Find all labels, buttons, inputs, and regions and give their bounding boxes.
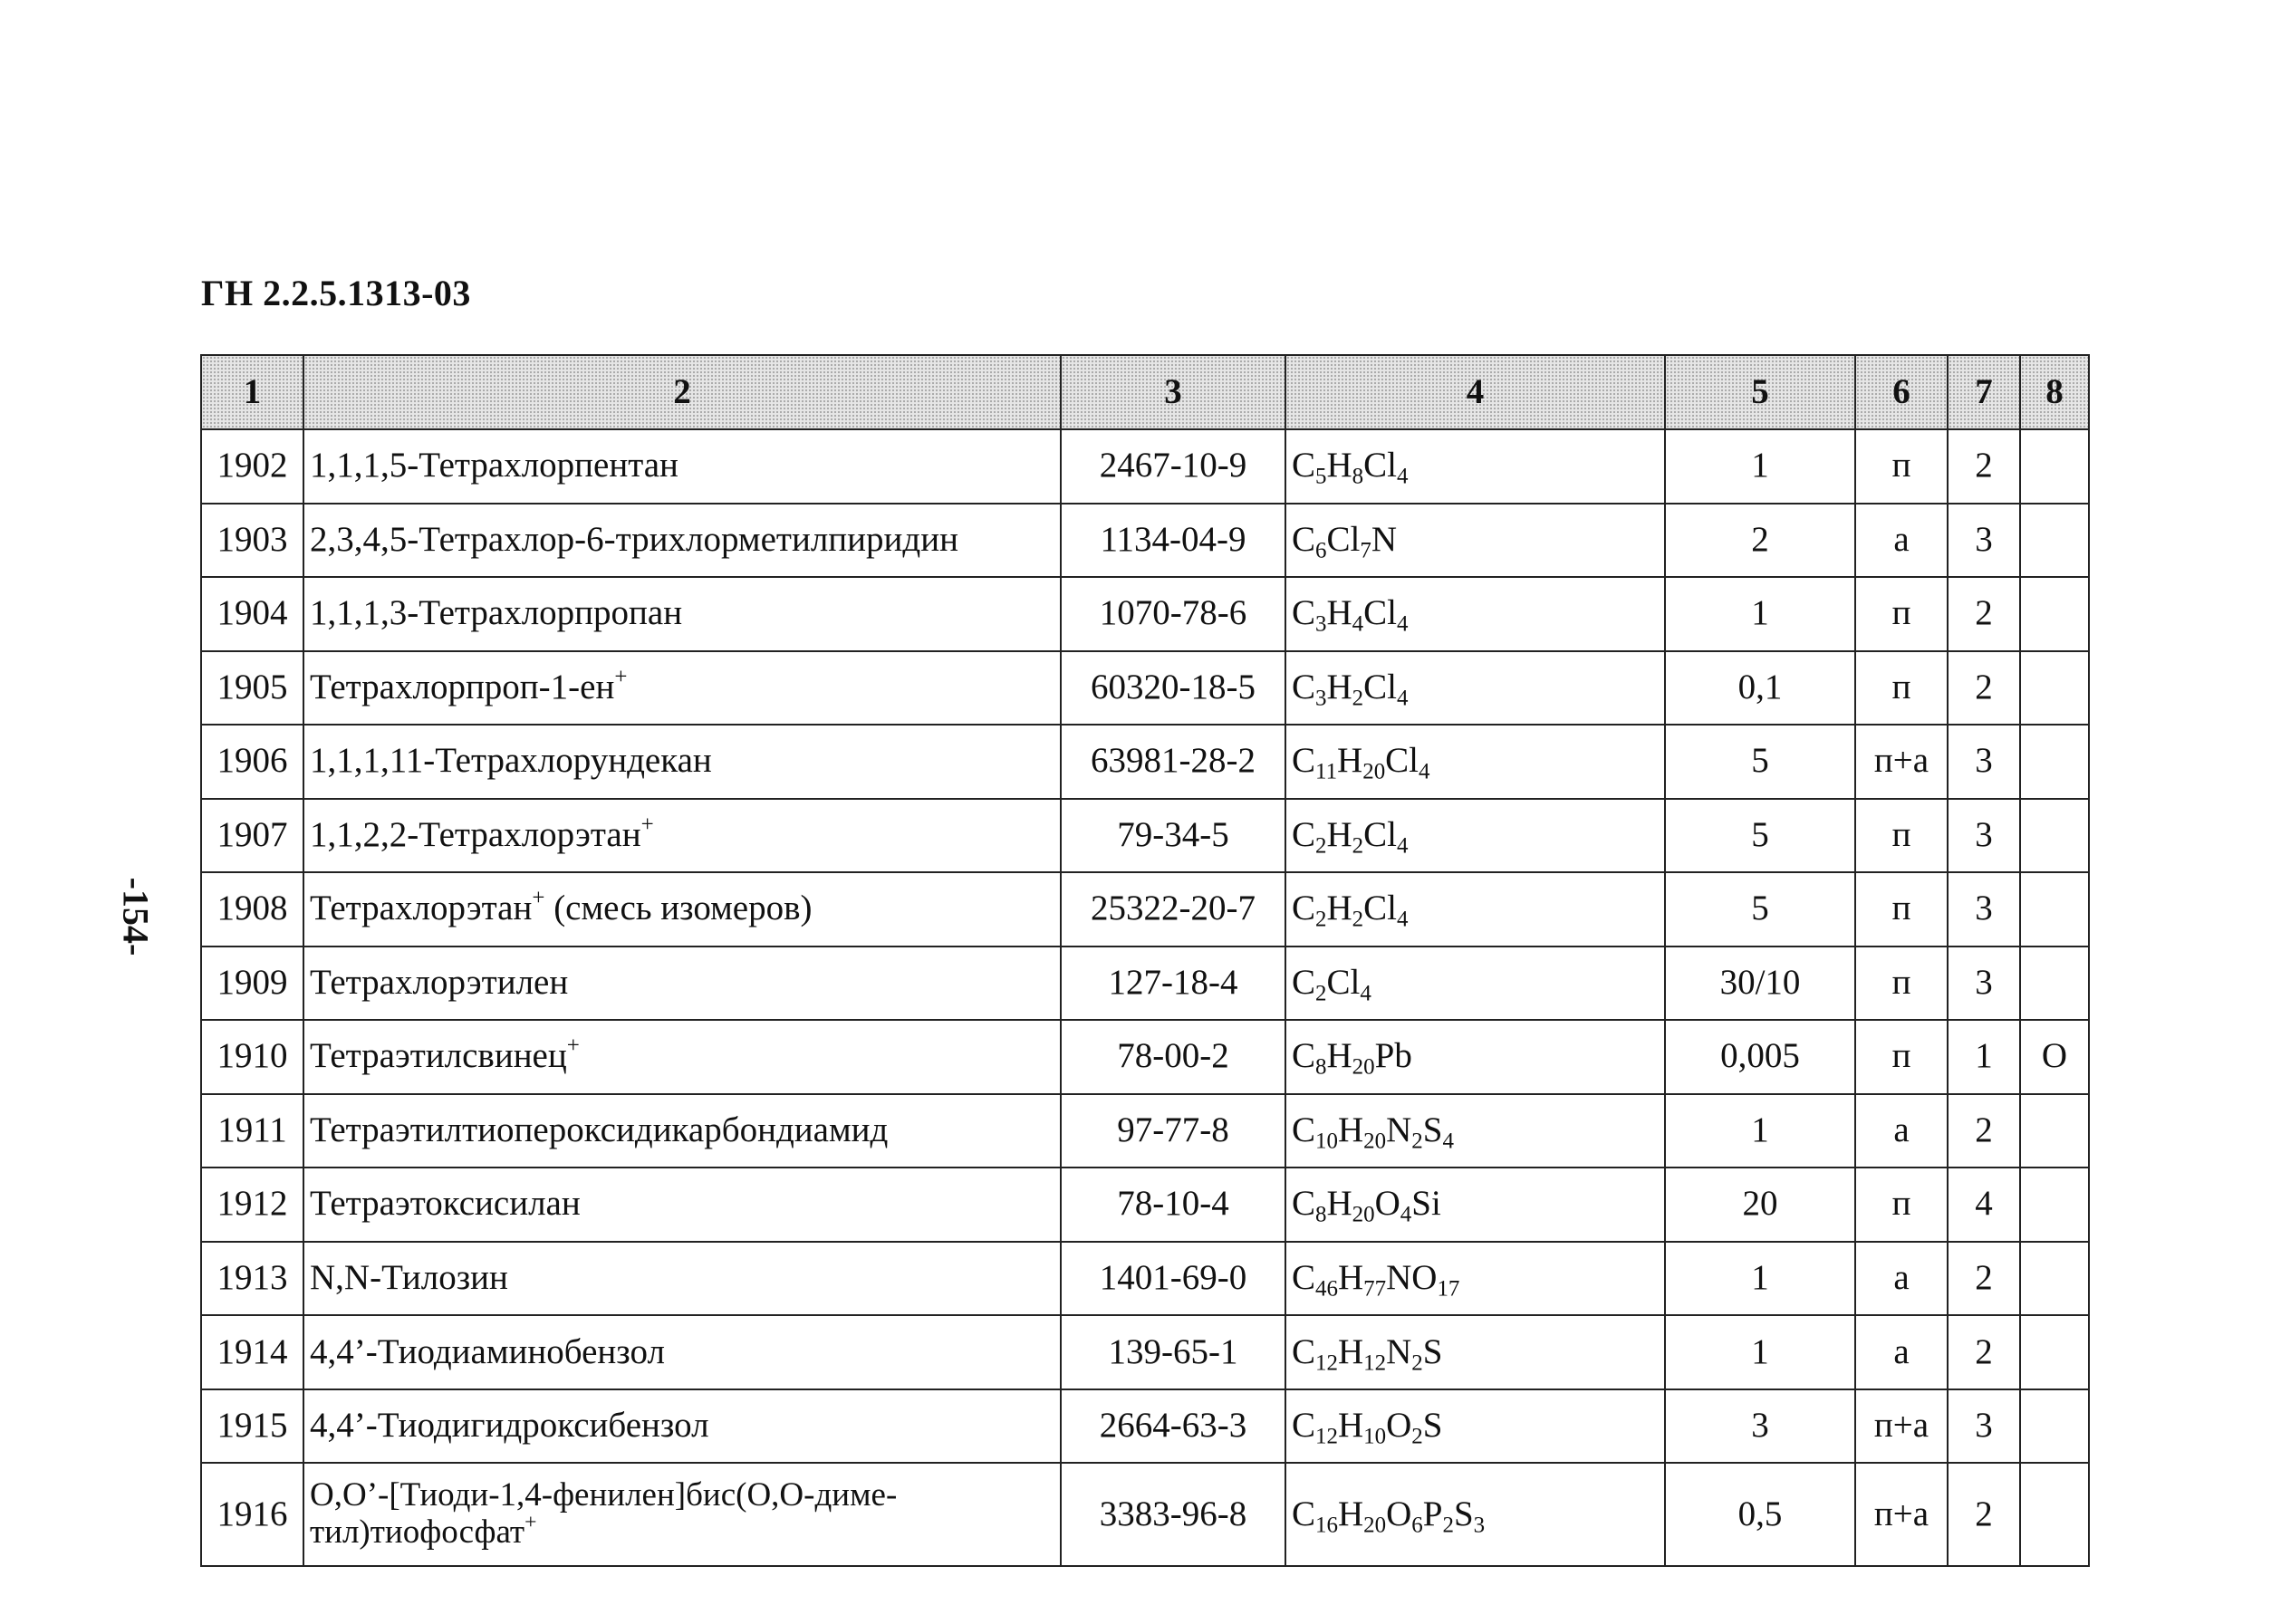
table-header xyxy=(201,355,2089,429)
aggregate-state: п xyxy=(1855,1168,1948,1242)
hazard-class: 3 xyxy=(1948,1389,2020,1464)
formula-element: Cl xyxy=(1363,593,1398,633)
formula-element: S xyxy=(1453,1494,1474,1533)
table-row xyxy=(201,1242,2089,1316)
formula-element: C xyxy=(1292,1406,1316,1446)
substance-name xyxy=(303,1242,1061,1316)
chemical-formula xyxy=(1285,429,1665,504)
formula-subscript: 3 xyxy=(1473,1513,1486,1538)
substance-name xyxy=(303,651,1061,726)
formula-element: C xyxy=(1292,446,1316,485)
cas-number: 97-77-8 xyxy=(1061,1094,1285,1168)
formula-element: Cl xyxy=(1363,667,1398,706)
cas-number: 139-65-1 xyxy=(1061,1315,1285,1389)
formula-element: N xyxy=(1371,519,1398,559)
limit-value: 5 xyxy=(1665,872,1855,947)
hazard-class: 2 xyxy=(1948,1242,2020,1316)
substance-name-text: 1,1,1,3-Тетрахлорпропан xyxy=(310,593,683,633)
formula-element: Cl xyxy=(1363,814,1398,854)
row-number: 1909 xyxy=(201,947,303,1021)
limit-value: 0,005 xyxy=(1665,1020,1855,1094)
substance-name-text: Тетраэтилсвинец xyxy=(310,1036,567,1076)
formula-subscript: 2 xyxy=(1352,833,1364,859)
table-body xyxy=(201,429,2089,1566)
row-number: 1914 xyxy=(201,1315,303,1389)
row-number: 1902 xyxy=(201,429,303,504)
limit-value: 0,5 xyxy=(1665,1463,1855,1566)
header-col-7: 7 xyxy=(1948,355,2020,429)
row-number: 1904 xyxy=(201,577,303,651)
chemical-formula xyxy=(1285,725,1665,799)
aggregate-state: п xyxy=(1855,577,1948,651)
substance-name xyxy=(303,725,1061,799)
limit-value: 1 xyxy=(1665,577,1855,651)
table-row xyxy=(201,1020,2089,1094)
substance-name xyxy=(303,872,1061,947)
formula-subscript: 12 xyxy=(1315,1424,1338,1449)
chemical-formula xyxy=(1285,1463,1665,1566)
header-row xyxy=(201,355,2089,429)
table-row xyxy=(201,947,2089,1021)
formula-subscript: 2 xyxy=(1352,686,1364,711)
row-number: 1915 xyxy=(201,1389,303,1464)
formula-subscript: 4 xyxy=(1442,1129,1454,1154)
limit-value: 2 xyxy=(1665,504,1855,578)
chemical-formula xyxy=(1285,799,1665,873)
formula-element: O xyxy=(1374,1184,1400,1224)
formula-element: C xyxy=(1292,1184,1316,1224)
note-mark xyxy=(2020,799,2089,873)
formula-subscript: 4 xyxy=(1397,686,1409,711)
substance-name xyxy=(303,799,1061,873)
formula-element: H xyxy=(1337,1494,1364,1533)
note-mark xyxy=(2020,1463,2089,1566)
formula-element: C xyxy=(1292,814,1316,854)
formula-element: C xyxy=(1292,593,1316,633)
formula-element: Cl xyxy=(1385,741,1419,781)
row-number: 1913 xyxy=(201,1242,303,1316)
substance-name xyxy=(303,1020,1061,1094)
formula-element: O xyxy=(1386,1406,1412,1446)
note-mark: О xyxy=(2020,1020,2089,1094)
substance-name-text: 2,3,4,5-Тетрахлор-6-трихлорметилпиридин xyxy=(310,519,958,559)
hazard-class: 3 xyxy=(1948,947,2020,1021)
formula-subscript: 4 xyxy=(1419,759,1430,784)
hazard-class: 2 xyxy=(1948,577,2020,651)
formula-subscript: 3 xyxy=(1315,611,1327,637)
note-mark xyxy=(2020,504,2089,578)
formula-element: C xyxy=(1292,1036,1316,1076)
cas-number: 2467-10-9 xyxy=(1061,429,1285,504)
substance-name-suffix: (смесь изомеров) xyxy=(544,889,813,928)
formula-subscript: 2 xyxy=(1315,907,1327,932)
note-mark xyxy=(2020,1094,2089,1168)
aggregate-state: п xyxy=(1855,1020,1948,1094)
limit-value: 3 xyxy=(1665,1389,1855,1464)
limit-value: 0,1 xyxy=(1665,651,1855,726)
formula-element: C xyxy=(1292,667,1316,706)
hazard-class: 2 xyxy=(1948,1463,2020,1566)
cas-number: 1070-78-6 xyxy=(1061,577,1285,651)
formula-subscript: 12 xyxy=(1363,1350,1387,1375)
formula-element: Cl xyxy=(1363,446,1398,485)
header-col-5: 5 xyxy=(1665,355,1855,429)
formula-subscript: 77 xyxy=(1363,1276,1387,1302)
cas-number: 78-10-4 xyxy=(1061,1168,1285,1242)
formula-subscript: 2 xyxy=(1411,1350,1423,1375)
page-number: -154- xyxy=(115,877,157,956)
cas-number: 1134-04-9 xyxy=(1061,504,1285,578)
formula-subscript: 8 xyxy=(1315,1202,1327,1227)
hazard-class: 4 xyxy=(1948,1168,2020,1242)
formula-element: Pb xyxy=(1374,1036,1412,1076)
name-superscript: + xyxy=(640,812,654,837)
table-row xyxy=(201,504,2089,578)
aggregate-state: п+а xyxy=(1855,1389,1948,1464)
formula-subscript: 2 xyxy=(1315,981,1327,1006)
formula-subscript: 8 xyxy=(1352,464,1364,489)
limit-value: 5 xyxy=(1665,725,1855,799)
hazard-class: 2 xyxy=(1948,1094,2020,1168)
table-row xyxy=(201,1389,2089,1464)
substance-name xyxy=(303,947,1061,1021)
formula-element: C xyxy=(1292,741,1316,781)
limit-value: 5 xyxy=(1665,799,1855,873)
substance-name-text: Тетрахлорэтан xyxy=(310,889,533,928)
table-row xyxy=(201,872,2089,947)
cas-number: 127-18-4 xyxy=(1061,947,1285,1021)
hazard-class: 1 xyxy=(1948,1020,2020,1094)
chemical-formula xyxy=(1285,1168,1665,1242)
formula-subscript: 11 xyxy=(1315,759,1338,784)
formula-element: S xyxy=(1422,1110,1443,1149)
formula-subscript: 6 xyxy=(1411,1513,1423,1538)
chemical-formula xyxy=(1285,1094,1665,1168)
formula-element: H xyxy=(1326,1036,1352,1076)
substance-name-text: O,O’-[Тиоди-1,4-фенилен]бис(O,O-диме- xyxy=(310,1476,898,1514)
aggregate-state: п+а xyxy=(1855,725,1948,799)
note-mark xyxy=(2020,725,2089,799)
cas-number: 78-00-2 xyxy=(1061,1020,1285,1094)
formula-subscript: 20 xyxy=(1352,1054,1375,1080)
document-code: ГН 2.2.5.1313-03 xyxy=(201,273,471,313)
formula-subscript: 20 xyxy=(1363,1129,1387,1154)
table-row xyxy=(201,429,2089,504)
formula-element: N xyxy=(1386,1331,1412,1371)
note-mark xyxy=(2020,1389,2089,1464)
header-col-8: 8 xyxy=(2020,355,2089,429)
formula-element: P xyxy=(1422,1494,1443,1533)
formula-element: Cl xyxy=(1363,889,1398,928)
hazard-class: 3 xyxy=(1948,725,2020,799)
formula-element: H xyxy=(1337,1331,1364,1371)
substance-name xyxy=(303,429,1061,504)
formula-subscript: 4 xyxy=(1397,907,1409,932)
chemical-formula xyxy=(1285,577,1665,651)
cas-number: 25322-20-7 xyxy=(1061,872,1285,947)
substance-name-text: 1,1,2,2-Тетрахлорэтан xyxy=(310,814,641,854)
substance-name xyxy=(303,504,1061,578)
formula-subscript: 17 xyxy=(1437,1276,1460,1302)
hazard-class: 2 xyxy=(1948,1315,2020,1389)
substance-name xyxy=(303,1389,1061,1464)
substance-name xyxy=(303,577,1061,651)
table-row xyxy=(201,577,2089,651)
hazard-class: 3 xyxy=(1948,872,2020,947)
formula-subscript: 10 xyxy=(1315,1129,1338,1154)
row-number: 1911 xyxy=(201,1094,303,1168)
formula-subscript: 4 xyxy=(1360,981,1371,1006)
formula-element: S xyxy=(1422,1331,1443,1371)
formula-element: S xyxy=(1422,1406,1443,1446)
chemical-formula xyxy=(1285,872,1665,947)
formula-subscript: 2 xyxy=(1411,1129,1423,1154)
row-number: 1905 xyxy=(201,651,303,726)
formula-element: C xyxy=(1292,1331,1316,1371)
note-mark xyxy=(2020,1168,2089,1242)
aggregate-state: а xyxy=(1855,1094,1948,1168)
chemical-formula xyxy=(1285,1020,1665,1094)
header-col-4: 4 xyxy=(1285,355,1665,429)
substance-name xyxy=(303,1168,1061,1242)
aggregate-state: п xyxy=(1855,947,1948,1021)
table-row xyxy=(201,725,2089,799)
aggregate-state: п xyxy=(1855,651,1948,726)
limit-value: 1 xyxy=(1665,1315,1855,1389)
formula-element: Cl xyxy=(1326,519,1361,559)
substance-name-text: Тетраэтилтиопероксидикарбондиамид xyxy=(310,1110,889,1149)
formula-element: H xyxy=(1326,889,1352,928)
aggregate-state: а xyxy=(1855,1242,1948,1316)
chemical-formula xyxy=(1285,1389,1665,1464)
formula-element: H xyxy=(1326,667,1352,706)
cas-number: 60320-18-5 xyxy=(1061,651,1285,726)
substance-name-text: Тетраэтоксисилан xyxy=(310,1184,581,1224)
formula-subscript: 20 xyxy=(1362,759,1386,784)
formula-element: O xyxy=(1386,1494,1412,1533)
row-number: 1907 xyxy=(201,799,303,873)
limit-value: 20 xyxy=(1665,1168,1855,1242)
formula-subscript: 20 xyxy=(1363,1513,1387,1538)
formula-element: C xyxy=(1292,1257,1316,1297)
formula-subscript: 5 xyxy=(1315,464,1327,489)
row-number: 1908 xyxy=(201,872,303,947)
hazard-class: 3 xyxy=(1948,504,2020,578)
formula-subscript: 2 xyxy=(1352,907,1364,932)
limit-value: 1 xyxy=(1665,429,1855,504)
formula-subscript: 4 xyxy=(1397,464,1409,489)
substance-name-text: 4,4’-Тиодиаминобензол xyxy=(310,1331,665,1371)
substances-table xyxy=(200,354,2090,1567)
formula-element: H xyxy=(1326,1184,1352,1224)
formula-element: C xyxy=(1292,962,1316,1002)
row-number: 1912 xyxy=(201,1168,303,1242)
table-row xyxy=(201,1168,2089,1242)
substance-name xyxy=(303,1463,1061,1566)
note-mark xyxy=(2020,1242,2089,1316)
note-mark xyxy=(2020,947,2089,1021)
formula-subscript: 20 xyxy=(1352,1202,1375,1227)
aggregate-state: а xyxy=(1855,504,1948,578)
formula-element: H xyxy=(1337,1406,1364,1446)
name-superscript: + xyxy=(614,664,628,689)
chemical-formula xyxy=(1285,1315,1665,1389)
header-col-6: 6 xyxy=(1855,355,1948,429)
header-col-3: 3 xyxy=(1061,355,1285,429)
formula-subscript: 6 xyxy=(1315,538,1327,563)
cas-number: 3383-96-8 xyxy=(1061,1463,1285,1566)
name-superscript: + xyxy=(524,1510,537,1534)
formula-element: C xyxy=(1292,519,1316,559)
note-mark xyxy=(2020,651,2089,726)
cas-number: 79-34-5 xyxy=(1061,799,1285,873)
note-mark xyxy=(2020,1315,2089,1389)
name-superscript: + xyxy=(566,1033,580,1059)
substance-name-text: 1,1,1,11-Тетрахлорундекан xyxy=(310,741,712,781)
chemical-formula xyxy=(1285,947,1665,1021)
formula-subscript: 3 xyxy=(1315,686,1327,711)
formula-element: H xyxy=(1337,1110,1364,1149)
formula-element: C xyxy=(1292,889,1316,928)
hazard-class: 2 xyxy=(1948,429,2020,504)
table-row xyxy=(201,799,2089,873)
formula-subscript: 16 xyxy=(1315,1513,1338,1538)
header-col-1: 1 xyxy=(201,355,303,429)
substance-name-text: N,N-Тилозин xyxy=(310,1257,508,1297)
row-number: 1916 xyxy=(201,1463,303,1566)
formula-element: H xyxy=(1326,593,1352,633)
limit-value: 1 xyxy=(1665,1094,1855,1168)
cas-number: 63981-28-2 xyxy=(1061,725,1285,799)
row-number: 1903 xyxy=(201,504,303,578)
formula-subscript: 12 xyxy=(1315,1350,1338,1375)
row-number: 1910 xyxy=(201,1020,303,1094)
table-row xyxy=(201,1094,2089,1168)
chemical-formula xyxy=(1285,1242,1665,1316)
formula-subscript: 2 xyxy=(1315,833,1327,859)
formula-element: H xyxy=(1326,814,1352,854)
note-mark xyxy=(2020,872,2089,947)
table-row xyxy=(201,651,2089,726)
aggregate-state: п xyxy=(1855,799,1948,873)
formula-element: C xyxy=(1292,1110,1316,1149)
substance-name-text: Тетрахлорэтилен xyxy=(310,962,569,1002)
formula-subscript: 46 xyxy=(1315,1276,1338,1302)
formula-subscript: 7 xyxy=(1360,538,1371,563)
hazard-class: 3 xyxy=(1948,799,2020,873)
note-mark xyxy=(2020,429,2089,504)
aggregate-state: п+а xyxy=(1855,1463,1948,1566)
formula-element: H xyxy=(1326,446,1352,485)
aggregate-state: п xyxy=(1855,429,1948,504)
table-row xyxy=(201,1463,2089,1566)
formula-subscript: 4 xyxy=(1397,611,1409,637)
table-row xyxy=(201,1315,2089,1389)
chemical-formula xyxy=(1285,651,1665,726)
formula-subscript: 2 xyxy=(1411,1424,1423,1449)
formula-element: H xyxy=(1337,1257,1364,1297)
formula-element: Cl xyxy=(1326,962,1361,1002)
formula-element: N xyxy=(1386,1110,1412,1149)
row-number: 1906 xyxy=(201,725,303,799)
substance-name-text: Тетрахлорпроп-1-ен xyxy=(310,667,615,706)
aggregate-state: п xyxy=(1855,872,1948,947)
formula-element: C xyxy=(1292,1494,1316,1533)
formula-element: Si xyxy=(1411,1184,1441,1224)
formula-subscript: 4 xyxy=(1400,1202,1412,1227)
hazard-class: 2 xyxy=(1948,651,2020,726)
formula-subscript: 8 xyxy=(1315,1054,1327,1080)
chemical-formula xyxy=(1285,504,1665,578)
cas-number: 1401-69-0 xyxy=(1061,1242,1285,1316)
aggregate-state: а xyxy=(1855,1315,1948,1389)
substance-name-text: 4,4’-Тиодигидроксибензол xyxy=(310,1406,709,1446)
substance-name-line2: тил)тиофосфат xyxy=(310,1513,525,1552)
cas-number: 2664-63-3 xyxy=(1061,1389,1285,1464)
substance-name xyxy=(303,1094,1061,1168)
formula-subscript: 4 xyxy=(1352,611,1364,637)
limit-value: 30/10 xyxy=(1665,947,1855,1021)
formula-element: H xyxy=(1337,741,1363,781)
substance-name-text: 1,1,1,5-Тетрахлорпентан xyxy=(310,446,678,485)
header-col-2: 2 xyxy=(303,355,1061,429)
formula-subscript: 2 xyxy=(1442,1513,1454,1538)
formula-subscript: 4 xyxy=(1397,833,1409,859)
formula-element: NO xyxy=(1386,1257,1438,1297)
name-superscript: + xyxy=(532,886,545,911)
substance-name xyxy=(303,1315,1061,1389)
limit-value: 1 xyxy=(1665,1242,1855,1316)
formula-subscript: 10 xyxy=(1363,1424,1387,1449)
note-mark xyxy=(2020,577,2089,651)
